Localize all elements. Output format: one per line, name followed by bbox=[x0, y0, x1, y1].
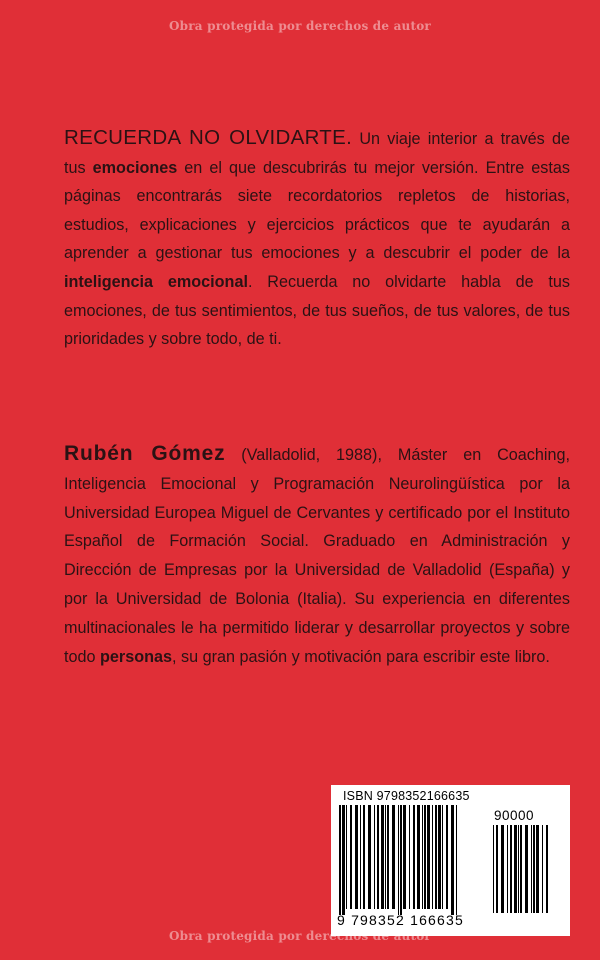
barcode-bar bbox=[368, 805, 371, 909]
barcode-bar bbox=[510, 825, 512, 913]
barcode-bar bbox=[413, 805, 415, 909]
barcode-bar bbox=[374, 805, 375, 909]
addon-bars bbox=[493, 825, 565, 917]
blurb-title: RECUERDA NO OLVIDARTE. bbox=[64, 126, 353, 149]
barcode-bar bbox=[446, 805, 448, 909]
barcode-bar bbox=[342, 805, 345, 915]
barcode-bar bbox=[435, 805, 437, 909]
blurb-text-3: . Recuerda no olvidarte habla de tus emociones, de tus sentimientos, de tus sueños, de tus valores, de tus prioridades y sobre todo, de ti. bbox=[64, 272, 570, 349]
barcode-bar bbox=[525, 825, 528, 913]
barcode-bar bbox=[400, 805, 402, 915]
bio-text-2: , su gran pasión y motivación para escribir este libro. bbox=[172, 647, 550, 666]
barcode-bar bbox=[339, 805, 341, 915]
barcode-bar bbox=[442, 805, 443, 909]
barcode-bar bbox=[398, 805, 399, 915]
barcode-bar bbox=[536, 825, 539, 913]
barcode-bar bbox=[507, 825, 508, 913]
barcode-bar bbox=[417, 805, 420, 909]
barcode-bar bbox=[403, 805, 406, 909]
blurb-bold-inteligencia: inteligencia emocional bbox=[64, 272, 248, 291]
barcode-bar bbox=[355, 805, 358, 909]
price-code: 90000 bbox=[494, 808, 535, 823]
isbn-label: ISBN 9798352166635 bbox=[343, 789, 470, 803]
barcode-bar bbox=[493, 825, 494, 913]
isbn-barcode bbox=[331, 785, 570, 936]
barcode-bar bbox=[387, 805, 389, 909]
barcode-bar bbox=[438, 805, 441, 909]
barcode-bar bbox=[409, 805, 410, 909]
barcode-bar bbox=[456, 805, 457, 915]
book-blurb bbox=[64, 124, 570, 354]
barcode-bar bbox=[533, 825, 535, 913]
barcode-bar bbox=[496, 825, 498, 913]
blurb-bold-emociones: emociones bbox=[92, 158, 178, 177]
copyright-watermark-bottom: Obra protegida por derechos de autor bbox=[169, 929, 431, 943]
barcode-bar bbox=[514, 825, 517, 913]
ean13-bars bbox=[339, 805, 489, 917]
barcode-bar bbox=[542, 825, 543, 913]
barcode-bar bbox=[518, 825, 519, 913]
barcode-bar bbox=[424, 805, 426, 909]
barcode-bar bbox=[385, 805, 386, 909]
author-name: Rubén Gómez bbox=[64, 442, 226, 465]
barcode-bar bbox=[546, 825, 548, 913]
bio-text-1: (Valladolid, 1988), Máster en Coaching, Inteligencia Emocional y Programación Neurolingüística por la Universidad Europea Miguel de Cervantes y certificado por el Instituto Español de Formación Social. Graduado en Administración y Dirección de Empresas por la Universidad de Valladolid (España) y por la Universidad de Bolonia (Italia). Su experiencia en diferentes multinacionales le ha permitido liderar y desarrollar proyectos y sobre todo bbox=[64, 446, 570, 666]
barcode-digits: 9 798352 166635 bbox=[337, 912, 464, 928]
barcode-bar bbox=[427, 805, 430, 909]
author-bio bbox=[64, 440, 570, 671]
barcode-bar bbox=[451, 805, 454, 915]
barcode-bar bbox=[392, 805, 395, 909]
barcode-bar bbox=[363, 805, 365, 909]
bio-bold-personas: personas bbox=[100, 647, 172, 666]
barcode-bar bbox=[422, 805, 423, 909]
copyright-watermark-top: Obra protegida por derechos de autor bbox=[169, 19, 431, 33]
blurb-text-2: en el que descubrirás tu mejor versión. Entre estas páginas encontrarás siete recordatorios repletos de historias, estudios, explicaciones y ejercicios prácticos que te ayudarán a aprender a gestionar tus emociones y a descubrir el poder de la bbox=[64, 158, 570, 263]
barcode-bar bbox=[381, 805, 384, 909]
barcode-bar bbox=[346, 805, 347, 909]
barcode-bar bbox=[531, 825, 532, 913]
barcode-bar bbox=[432, 805, 433, 909]
barcode-bar bbox=[360, 805, 361, 909]
barcode-bar bbox=[377, 805, 379, 909]
barcode-bar bbox=[350, 805, 352, 909]
barcode-bar bbox=[520, 825, 522, 913]
barcode-bar bbox=[501, 825, 504, 913]
blurb-text-1: Un viaje interior a través de tus bbox=[64, 130, 570, 177]
